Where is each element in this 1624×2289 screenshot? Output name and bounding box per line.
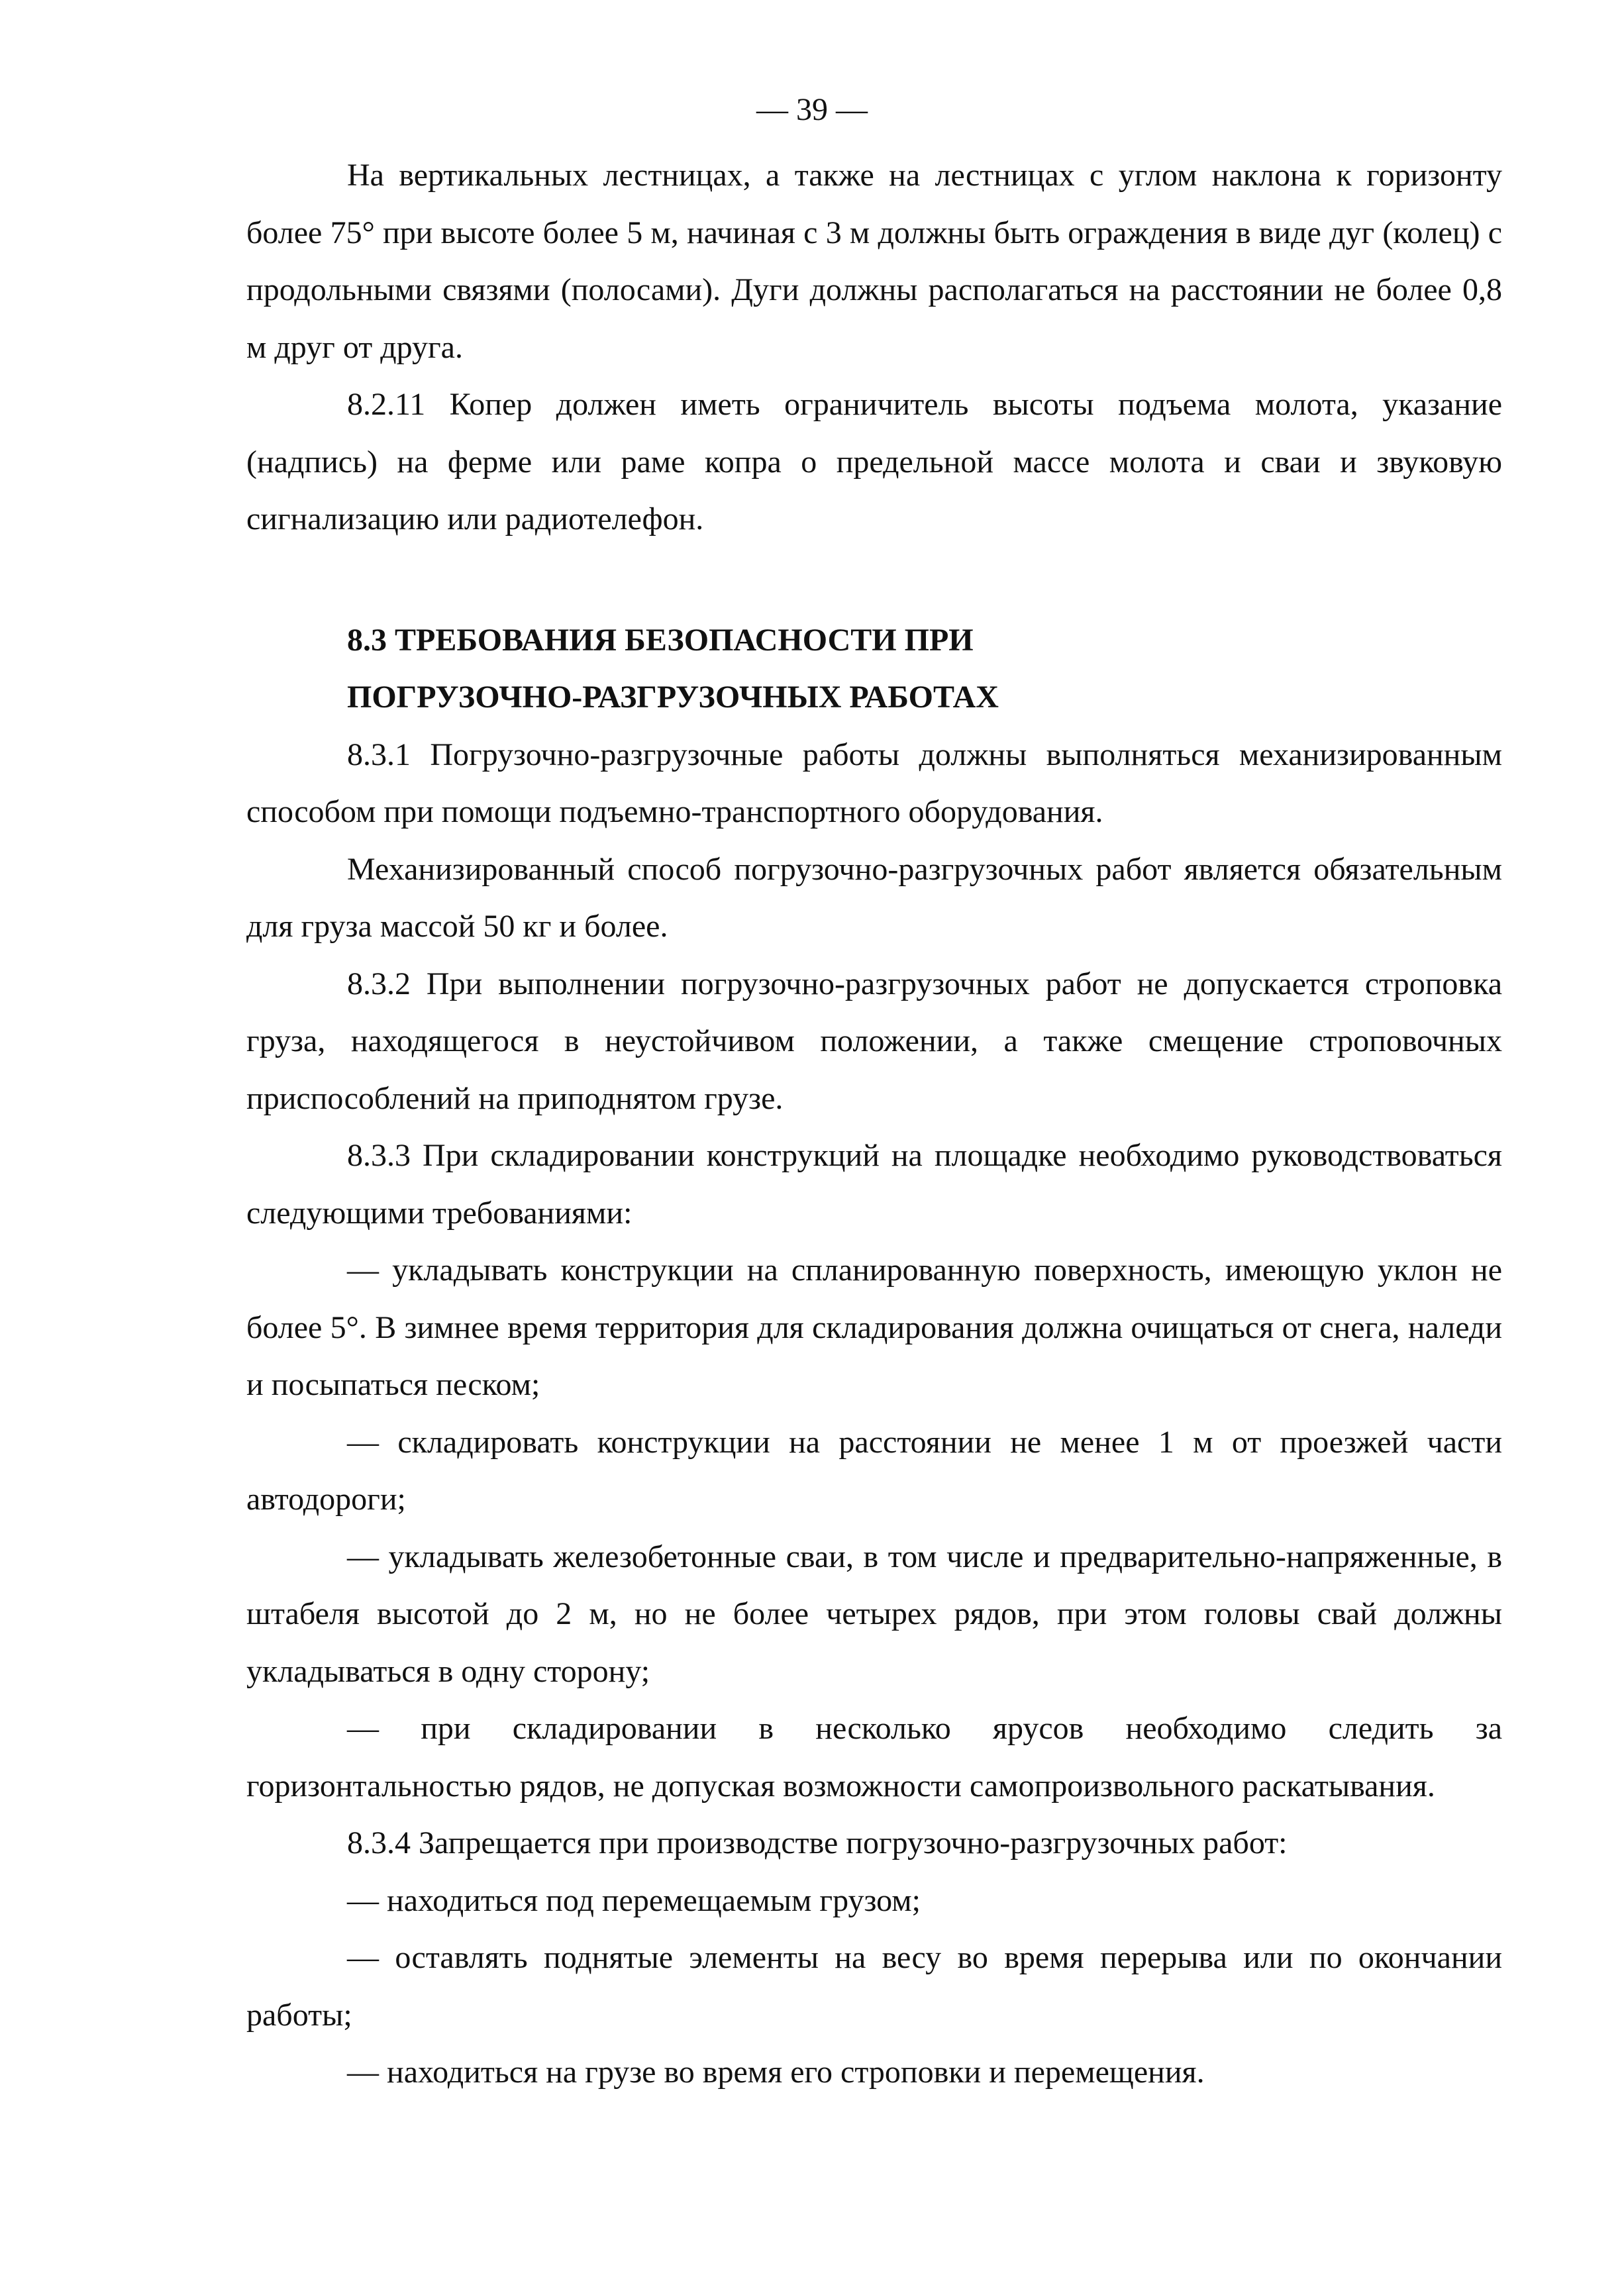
list-item-tiers: — при складировании в несколько ярусов необходимо следить за горизонтальностью рядов, не допуская возможности самопроизвольного раскатывания. [246,1711,1502,1804]
page-body [246,147,1502,2102]
page-number: — 39 — [756,92,868,127]
paragraph-mechanized: Механизированный способ погрузочно-разгрузочных работ является обязательным для груза массой 50 кг и более. [246,851,1502,944]
paragraph-8-3-1: 8.3.1 Погрузочно-разгрузочные работы должны выполняться механизированным способом при помощи подъемно-транспортного оборудования. [246,737,1502,829]
list-item-on-load: — находиться на грузе во время его строповки и перемещения. [347,2055,1205,2090]
paragraph-ladders: На вертикальных лестницах, а также на лестницах с углом наклона к горизонту более 75° при высоте более 5 м, начиная с 3 м должны быть ограждения в виде дуг (колец) с продольными связями (полосами). Дуги должны располагаться на расстоянии не более 0,8 м друг от друга. [246,158,1502,365]
list-item-suspended: — оставлять поднятые элементы на весу во время перерыва или по окончании работы; [246,1940,1502,2033]
paragraph-8-2-11: 8.2.11 Копер должен иметь ограничитель высоты подъема молота, указание (надпись) на ферме или раме копра о предельной массе молота и сваи и звуковую сигнализацию или радиотелефон. [246,387,1502,536]
list-item-under-load: — находиться под перемещаемым грузом; [347,1882,921,1918]
list-item-slope: — укладывать конструкции на спланированную поверхность, имеющую уклон не более 5°. В зимнее время территория для складирования должна очищаться от снега, наледи и посыпаться песком; [246,1252,1502,1402]
section-heading-line-2: ПОГРУЗОЧНО-РАЗГРУЗОЧНЫХ РАБОТАХ [347,680,999,715]
section-heading-line-1: 8.3 ТРЕБОВАНИЯ БЕЗОПАСНОСТИ ПРИ [347,622,974,658]
list-item-distance: — складировать конструкции на расстоянии не менее 1 м от проезжей части автодороги; [246,1424,1502,1517]
section-spacer [246,548,1502,612]
paragraph-8-3-4: 8.3.4 Запрещается при производстве погрузочно-разгрузочных работ: [347,1825,1288,1860]
paragraph-8-3-3: 8.3.3 При складировании конструкций на площадке необходимо руководствоваться следующими требованиями: [246,1138,1502,1231]
list-item-piles: — укладывать железобетонные сваи, в том числе и предварительно-напряженные, в штабеля высотой до 2 м, но не более четырех рядов, при этом головы свай должны укладываться в одну сторону; [246,1539,1502,1689]
paragraph-8-3-2: 8.3.2 При выполнении погрузочно-разгрузочных работ не допускается строповка груза, находящегося в неустойчивом положении, а также смещение строповочных приспособлений на приподнятом грузе. [246,966,1502,1116]
